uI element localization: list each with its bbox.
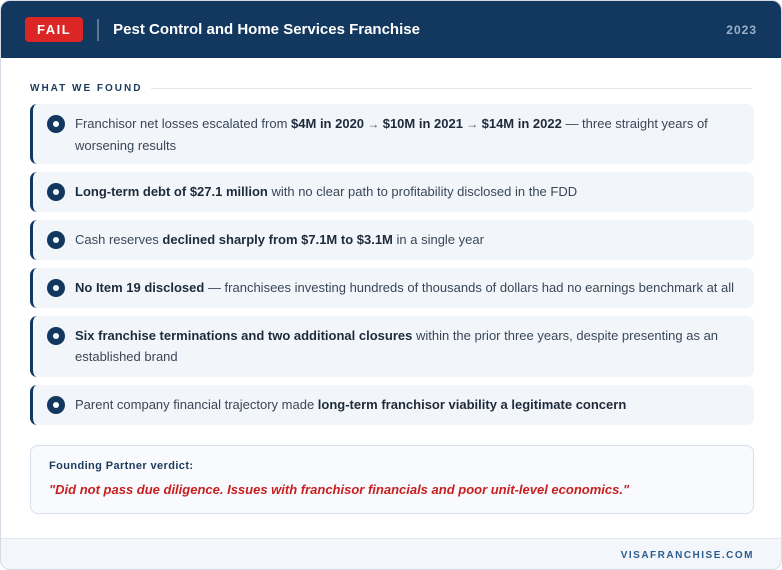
finding-text — [75, 277, 740, 298]
finding-emphasis: Six franchise terminations and two additional closures — [75, 328, 413, 343]
bullet-dot-icon — [47, 231, 65, 249]
finding-segment: Franchisor net losses escalated from — [75, 116, 292, 131]
finding-item — [30, 268, 754, 308]
finding-emphasis: Long-term debt of $27.1 million — [75, 184, 268, 199]
finding-text — [75, 181, 740, 202]
finding-item — [30, 104, 754, 164]
franchise-title: Pest Control and Home Services Franchise — [113, 21, 420, 38]
arrow-separator: → — [462, 117, 482, 131]
year-label: 2023 — [726, 22, 757, 37]
finding-item — [30, 220, 754, 260]
finding-emphasis: No Item 19 disclosed — [75, 280, 205, 295]
fail-badge: FAIL — [25, 17, 83, 42]
bullet-dot-icon — [47, 396, 65, 414]
finding-emphasis: $14M in 2022 — [481, 116, 562, 131]
finding-text — [75, 394, 740, 415]
finding-text — [75, 113, 740, 156]
section-rule — [151, 88, 752, 89]
finding-text — [75, 325, 740, 367]
verdict-quote: "Did not pass due diligence. Issues with franchisor financials and poor unit-level economics." — [49, 482, 630, 497]
finding-segment: — franchisees investing hundreds of thousands of dollars had no earnings benchmark at all — [204, 280, 735, 295]
bullet-dot-icon — [47, 327, 65, 345]
bullet-dot-icon — [47, 183, 65, 201]
finding-emphasis: declined sharply from $7.1M to $3.1M — [162, 232, 393, 247]
finding-item — [30, 385, 754, 425]
finding-segment: in a single year — [392, 232, 484, 247]
bullet-dot-icon — [47, 279, 65, 297]
verdict-label: Founding Partner verdict: — [49, 460, 194, 472]
finding-segment: with no clear path to profitability disclosed in the FDD — [267, 184, 578, 199]
card-footer — [1, 538, 782, 570]
card-header — [1, 1, 781, 58]
header-divider — [97, 19, 99, 41]
finding-item — [30, 172, 754, 212]
finding-emphasis: long-term franchisor viability a legitimate concern — [317, 397, 627, 412]
finding-segment: Parent company financial trajectory made — [75, 397, 318, 412]
finding-item — [30, 316, 754, 377]
finding-segment: — three straight years of worsening results — [75, 116, 708, 153]
finding-text — [75, 229, 740, 250]
verdict-box — [30, 445, 754, 514]
section-heading — [30, 83, 752, 94]
footer-brand-link[interactable]: VISAFRANCHISE.COM — [620, 550, 754, 561]
bullet-dot-icon — [47, 115, 65, 133]
finding-emphasis: $4M in 2020 — [291, 116, 365, 131]
finding-segment: within the prior three years, despite presenting as an established brand — [75, 328, 719, 364]
finding-emphasis: $10M in 2021 — [382, 116, 463, 131]
finding-segment: Cash reserves — [75, 232, 163, 247]
section-label: WHAT WE FOUND — [30, 83, 143, 94]
arrow-separator: → — [364, 117, 383, 131]
